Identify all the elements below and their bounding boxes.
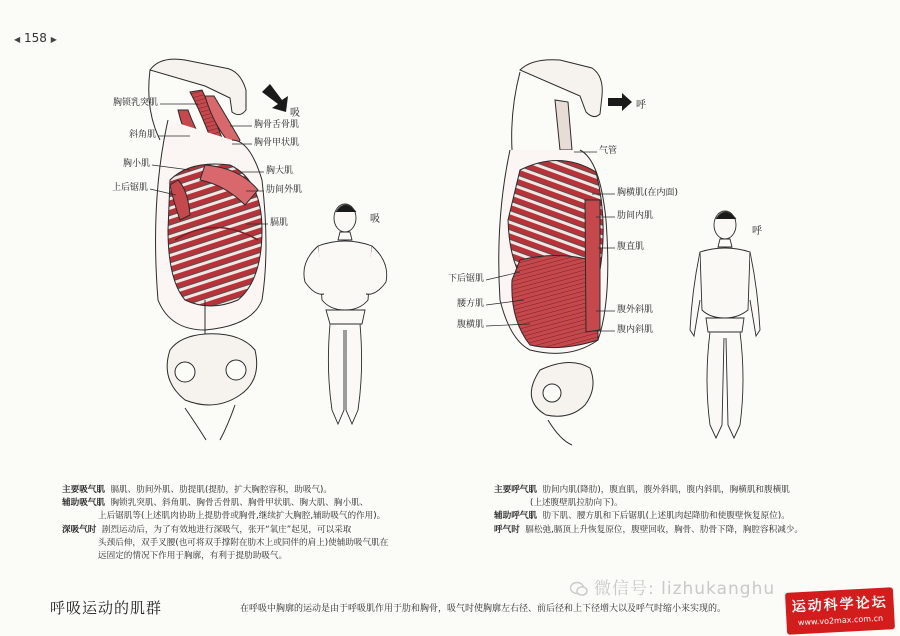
note-row: 主要呼气肌 肋间内肌(降肋)，腹直肌，腹外斜肌，腹内斜肌，胸横肌和腹横肌	[494, 485, 790, 495]
wechat-watermark: 微信号: lizhukanghu	[570, 574, 775, 599]
label-transversus-abdominis: 腹横肌	[456, 320, 484, 330]
inhale-arrow-icon	[262, 84, 288, 112]
label-sternocleidomastoid: 胸锁乳突肌	[112, 98, 158, 108]
inhale-label: 吸	[290, 108, 300, 119]
label-trachea: 气管	[599, 146, 618, 156]
note-row: (上述腹壁肌拉肋向下)。	[530, 498, 623, 509]
exhale-label: 呼	[636, 100, 646, 111]
label-scalenes: 斜角肌	[128, 130, 156, 140]
label-pectoralis-minor: 胸小肌	[122, 159, 150, 169]
label-rectus-abdominis: 腹直肌	[617, 242, 645, 252]
wechat-icon	[570, 581, 588, 597]
label-sternothyroid: 胸骨甲状肌	[254, 138, 300, 148]
label-quadratus-lumborum: 腰方肌	[456, 299, 484, 309]
note-row: 辅助吸气肌 胸锁乳突肌、斜角肌、胸骨舌骨肌、胸骨甲状肌、胸大肌、胸小肌、	[62, 498, 369, 509]
label-external-intercostals: 肋间外肌	[266, 185, 303, 195]
note-row: 辅助呼气肌 肋下肌、腰方肌和下后锯肌(上述肌肉起降肋和使腹壁恢复原位)。	[494, 511, 790, 522]
next-arrow-icon: ▶	[50, 35, 57, 44]
expiratory-notes	[494, 484, 803, 537]
note-row: 远固定的情况下作用于胸廓，有利于提肋助吸气。	[98, 551, 288, 562]
note-row: 深吸气时 剧烈运动后，为了有效地进行深吸气，张开“氧庄”起见，可以采取	[62, 524, 352, 535]
label-internal-intercostals: 肋间内肌	[617, 211, 654, 221]
note-row: 上后锯肌等(上述肌肉协助上提肋骨或胸骨,继续扩大胸腔,辅助吸气的作用)。	[98, 511, 386, 522]
left-torso-drawing	[149, 59, 266, 440]
label-pectoralis-major: 胸大肌	[266, 166, 294, 176]
left-person-label: 吸	[370, 214, 380, 225]
label-diaphragm: 膈肌	[270, 218, 289, 228]
note-row: 头颈后伸，双手叉腰(也可将双手撑附在肋木上或同伴的肩上)使辅助吸气肌在	[98, 537, 389, 548]
prev-arrow-icon: ◀	[14, 35, 21, 44]
left-person-figure	[304, 204, 387, 424]
label-internal-oblique: 腹内斜肌	[617, 325, 654, 335]
label-external-oblique: 腹外斜肌	[617, 305, 654, 315]
right-torso-drawing	[499, 60, 608, 445]
right-person-figure	[690, 211, 760, 438]
forum-stamp-logo: 运动科学论坛 www.vo2max.com.cn	[785, 587, 895, 635]
label-sternohyoid: 胸骨舌骨肌	[254, 120, 300, 130]
note-row: 呼气时 膈松弛,膈顶上升恢复原位，腹壁回收，胸骨、肋骨下降，胸腔容积减少。	[494, 524, 803, 535]
page-number-text: 158	[23, 31, 47, 45]
figure-title: 呼吸运动的肌群	[50, 599, 163, 617]
label-serratus-posterior-inferior: 下后锯肌	[447, 274, 484, 284]
inspiratory-notes	[62, 484, 388, 563]
label-serratus-posterior-superior: 上后锯肌	[111, 183, 148, 193]
exhale-arrow-icon	[608, 93, 632, 111]
figure-caption: 在呼吸中胸廓的运动是由于呼吸肌作用于肋和胸骨，吸气时使胸廓左右径、前后径和上下径增大以及呼气时缩小来实现的。	[240, 604, 727, 614]
label-transversus-thoracis: 胸横肌(在内面)	[617, 188, 679, 198]
right-person-label: 呼	[752, 226, 762, 237]
note-row: 主要吸气肌 膈肌、肋间外肌、肋提肌(提肋，扩大胸腔容积，助吸气)。	[62, 485, 333, 495]
